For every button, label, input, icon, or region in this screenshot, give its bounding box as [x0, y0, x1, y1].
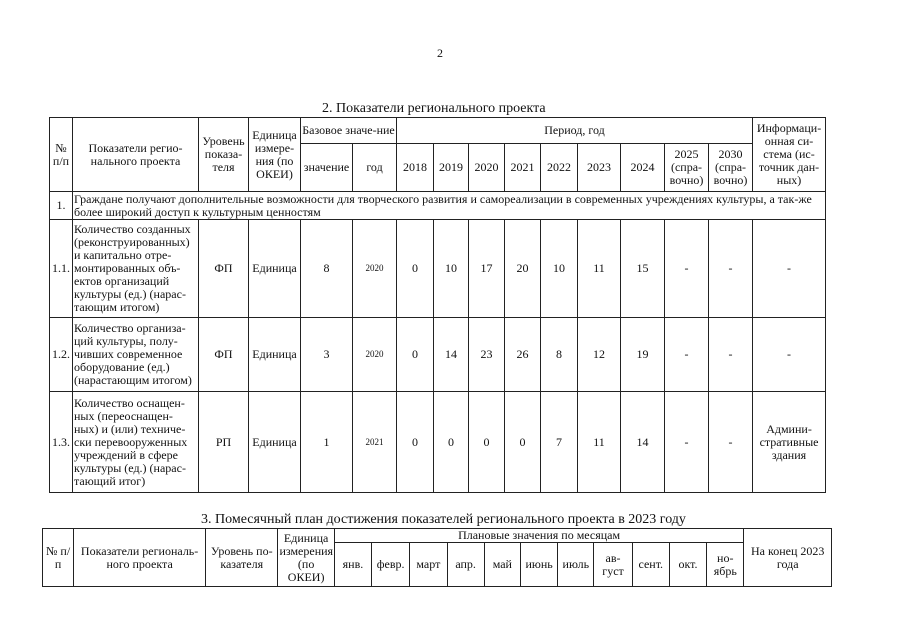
page-number: 2: [437, 46, 443, 60]
row-value: 26: [505, 318, 541, 392]
row-base-year: 2021: [353, 392, 397, 493]
month-header: июль: [558, 543, 594, 587]
row-level: ФП: [199, 318, 249, 392]
row-value: -: [709, 220, 753, 318]
row-unit: Единица: [249, 318, 301, 392]
row-indicator: Количество оснащен-ных (переоснащен-ных) и (или) техниче-ски перевооруженных учреждений в сфере культуры (ед.) (нарас-тающий итог): [73, 392, 199, 493]
row-indicator: Количество созданных (реконструированных) и капитально отре-монтированных объ-ектов организаций культуры (ед.) (нарас-тающим итогом): [73, 220, 199, 318]
row-unit: Единица: [249, 392, 301, 493]
month-header: окт.: [669, 543, 706, 587]
plan-header-end: На конец 2023 года: [744, 529, 832, 587]
row-info: -: [753, 318, 826, 392]
row-value: 14: [621, 392, 665, 493]
row-value: 23: [469, 318, 505, 392]
plan-header-months: Плановые значения по месяцам: [334, 529, 744, 543]
row-value: -: [665, 220, 709, 318]
header-year: 2024: [621, 144, 665, 192]
row-value: 0: [434, 392, 469, 493]
row-value: -: [665, 318, 709, 392]
goal-num: 1.: [50, 192, 73, 220]
plan-header-row: [43, 529, 832, 543]
row-value: 0: [397, 220, 434, 318]
row-value: 10: [434, 220, 469, 318]
row-unit: Единица: [249, 220, 301, 318]
section-3-title: 3. Помесячный план достижения показателей регионального проекта в 2023 году: [201, 512, 686, 527]
header-base-value: значение: [301, 144, 353, 192]
table-row: [50, 392, 826, 493]
row-value: -: [709, 392, 753, 493]
monthly-plan-table: [42, 528, 832, 587]
row-num: 1.3.: [50, 392, 73, 493]
header-period: Период, год: [397, 118, 753, 144]
row-value: -: [709, 318, 753, 392]
header-year: 2030 (спра-вочно): [709, 144, 753, 192]
row-value: 20: [505, 220, 541, 318]
header-indicator: Показатели регио-нального проекта: [73, 118, 199, 192]
row-value: 15: [621, 220, 665, 318]
header-year: 2025 (спра-вочно): [665, 144, 709, 192]
plan-header-level: Уровень по-казателя: [206, 529, 278, 587]
row-value: 0: [397, 392, 434, 493]
header-info: Информаци-онная си-стема (ис-точник дан-ных): [753, 118, 826, 192]
row-value: 14: [434, 318, 469, 392]
row-info: Админи-стративные здания: [753, 392, 826, 493]
row-num: 1.1.: [50, 220, 73, 318]
month-header: ав-густ: [594, 543, 632, 587]
plan-header-indicator: Показатели региональ-ного проекта: [74, 529, 206, 587]
goal-text: Граждане получают дополнительные возможности для творческого развития и самореализации в современных учреждениях культуры, а так-же более широкий доступ к культурным ценностям: [73, 192, 826, 220]
header-num: № п/п: [50, 118, 73, 192]
row-indicator: Количество организа-ций культуры, полу-чивших современное оборудование (ед.) (нарастающим итогом): [73, 318, 199, 392]
row-value: -: [665, 392, 709, 493]
row-base-year: 2020: [353, 318, 397, 392]
row-value: 7: [541, 392, 578, 493]
month-header: июнь: [520, 543, 557, 587]
row-level: РП: [199, 392, 249, 493]
header-year: 2020: [469, 144, 505, 192]
header-base-year: год: [353, 144, 397, 192]
table-row: [50, 318, 826, 392]
row-value: 0: [397, 318, 434, 392]
row-level: ФП: [199, 220, 249, 318]
header-year: 2022: [541, 144, 578, 192]
section-2-title: 2. Показатели регионального проекта: [322, 101, 546, 116]
header-year: 2018: [397, 144, 434, 192]
row-value: 12: [578, 318, 621, 392]
header-year: 2023: [578, 144, 621, 192]
plan-header-unit: Единица измерения (по ОКЕИ): [278, 529, 334, 587]
table-header-row: [50, 118, 826, 144]
indicators-table: [49, 117, 826, 493]
month-header: сент.: [632, 543, 669, 587]
row-base-value: 1: [301, 392, 353, 493]
row-value: 10: [541, 220, 578, 318]
row-value: 11: [578, 392, 621, 493]
row-value: 11: [578, 220, 621, 318]
row-base-year: 2020: [353, 220, 397, 318]
row-num: 1.2.: [50, 318, 73, 392]
month-header: апр.: [447, 543, 484, 587]
header-base: Базовое значе-ние: [301, 118, 397, 144]
month-header: янв.: [334, 543, 371, 587]
month-header: февр.: [372, 543, 410, 587]
month-header: но-ябрь: [707, 543, 744, 587]
table-row: [50, 220, 826, 318]
header-year: 2019: [434, 144, 469, 192]
plan-header-num: № п/п: [43, 529, 74, 587]
row-value: 19: [621, 318, 665, 392]
row-base-value: 8: [301, 220, 353, 318]
header-unit: Единица измере-ния (по ОКЕИ): [249, 118, 301, 192]
header-year: 2021: [505, 144, 541, 192]
header-level: Уровень показа-теля: [199, 118, 249, 192]
row-value: 17: [469, 220, 505, 318]
row-base-value: 3: [301, 318, 353, 392]
row-value: 8: [541, 318, 578, 392]
row-value: 0: [505, 392, 541, 493]
row-info: -: [753, 220, 826, 318]
goal-row: [50, 192, 826, 220]
month-header: март: [410, 543, 447, 587]
row-value: 0: [469, 392, 505, 493]
month-header: май: [484, 543, 520, 587]
